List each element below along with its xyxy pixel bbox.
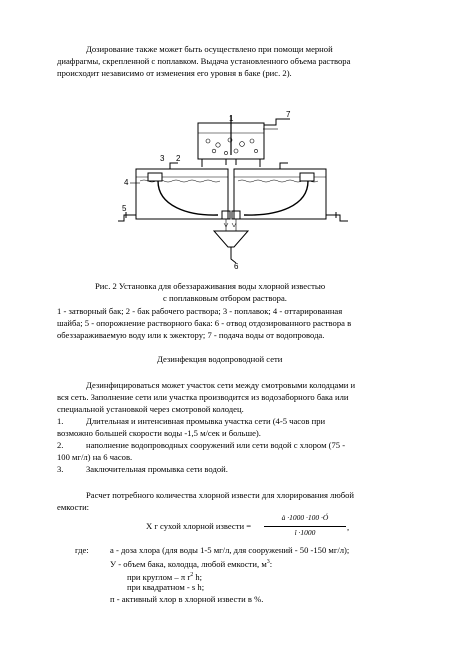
collecting-funnel bbox=[214, 231, 248, 247]
figure-legend-1: 1 - затворный бак; 2 - бак рабочего раствора; 3 - поплавок; 4 - оттарированная bbox=[57, 306, 343, 316]
label-6: 6 bbox=[234, 262, 239, 271]
intro-line-2: диафрагмы, скрепленной с поплавком. Выдача установленного объема раствора bbox=[57, 56, 351, 66]
calc-intro-line-2: емкости: bbox=[57, 502, 90, 512]
step-1-number: 1. bbox=[57, 416, 64, 426]
formula-numerator: à ·1000 ·100 ·Ó bbox=[281, 513, 329, 522]
step-2-number: 2. bbox=[57, 440, 64, 450]
step-2-line-1: наполнение водопроводных сооружений или сети водой с хлором (75 - bbox=[86, 440, 346, 450]
figure-caption-1: Рис. 2 Установка для обеззараживания воды хлорной известью bbox=[95, 281, 326, 291]
label-4: 4 bbox=[124, 178, 129, 187]
figure-legend-2: шайба; 5 - опорожнение растворного бака: 6 - отвод отдозированного раствора в bbox=[57, 318, 352, 328]
step-3-number: 3. bbox=[57, 464, 64, 474]
formula-denominator: ï ·1000 bbox=[294, 528, 316, 537]
calc-intro-line-1: Расчет потребного количества хлорной извести для хлорирования любой bbox=[86, 490, 355, 500]
step-1-line-1: Длительная и интенсивная промывка участка сети (4-5 часов при bbox=[86, 416, 326, 426]
section-title: Дезинфекция водопроводной сети bbox=[157, 354, 283, 364]
figure-caption-2: с поплавковым отбором раствора. bbox=[163, 293, 287, 303]
section-para-line-1: Дезинфицироваться может участок сети между смотровыми колодцами и bbox=[86, 380, 356, 390]
label-3: 3 bbox=[160, 154, 165, 163]
fraction-bar bbox=[264, 526, 346, 527]
float-left bbox=[148, 173, 162, 181]
intro-line-1: Дозирование также может быть осуществлено при помощи мерной bbox=[86, 44, 333, 54]
section-para-line-2: вся сеть. Заполнение сети или участка производится из водозаборного бака или bbox=[57, 392, 349, 402]
formula-left-side: X г сухой хлорной извести = bbox=[146, 521, 252, 531]
chlorination-installation-diagram bbox=[118, 111, 348, 271]
where-line-a: а - доза хлора (для воды 1-5 мг/л, для сооружений - 50 -150 мг/л); bbox=[110, 545, 350, 555]
section-para-line-3: специальной установкой через смотровой колодец. bbox=[57, 404, 244, 414]
where-line-v: У - объем бака, колодца, любой емкости, $м^3$: bbox=[110, 558, 273, 569]
label-1: 1 bbox=[229, 114, 234, 123]
label-2: 2 bbox=[176, 154, 181, 163]
where-line-circle: при круглом – π $r^2$ h; bbox=[127, 571, 203, 582]
float-right bbox=[300, 173, 314, 181]
step-1-line-2: возможно большей скорости воды -1,5 м/сек и больше). bbox=[57, 428, 261, 438]
where-line-n: п - активный хлор в хлорной извести в %. bbox=[110, 594, 264, 604]
formula-comma: , bbox=[347, 522, 350, 532]
intro-line-3: происходит независимо от изменения его уровня в баке (рис. 2). bbox=[57, 68, 292, 78]
step-3-line-1: Заключительная промывка сети водой. bbox=[86, 464, 228, 474]
figure-legend-3: обеззараживаемую воду или к эжектору; 7 - подача воды от водопровода. bbox=[57, 330, 325, 340]
where-line-square: при квадратном - s h; bbox=[127, 582, 205, 592]
step-2-line-2: 100 мг/л) на 6 часов. bbox=[57, 452, 133, 462]
label-5: 5 bbox=[122, 204, 127, 213]
label-7: 7 bbox=[286, 111, 291, 119]
where-label: где: bbox=[75, 545, 89, 555]
